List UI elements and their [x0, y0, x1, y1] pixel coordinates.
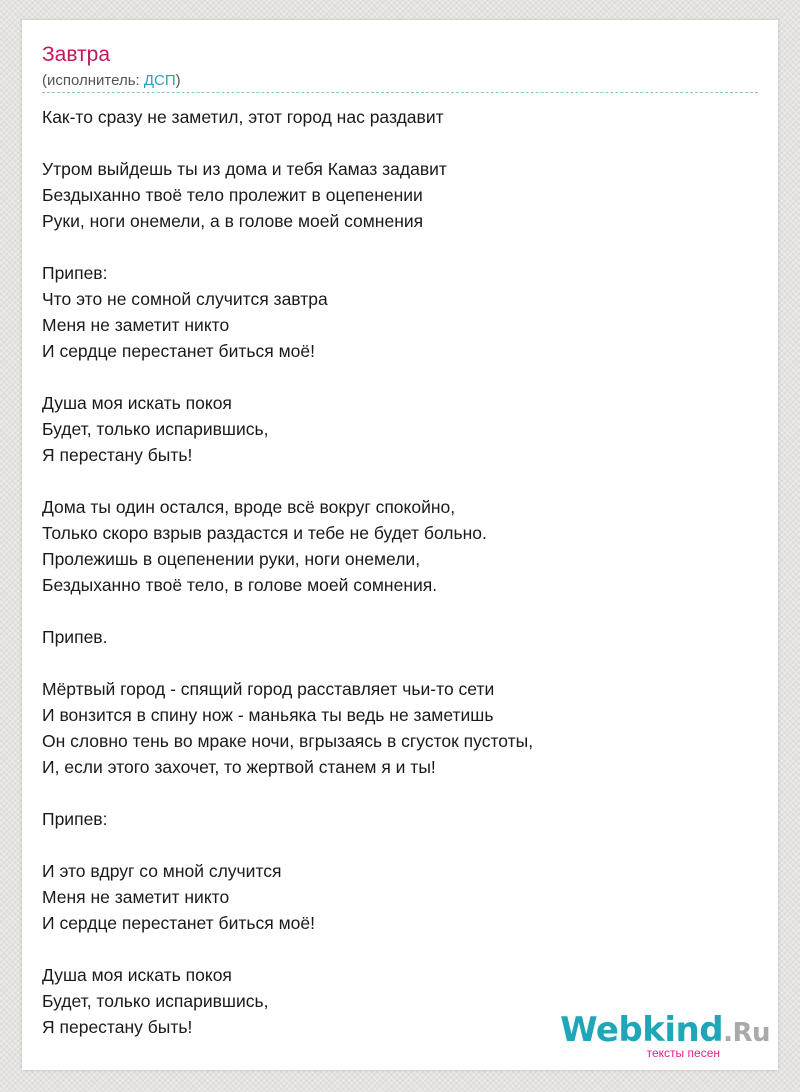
logo-brand-name: Webkind	[560, 1010, 724, 1050]
lyrics-card	[22, 20, 778, 1070]
artist-suffix: )	[175, 72, 181, 89]
lyric-blank-line	[42, 468, 762, 494]
lyric-line: Как-то сразу не заметил, этот город нас раздавит	[42, 107, 444, 127]
lyric-blank-line	[42, 130, 762, 156]
title-divider	[42, 92, 758, 93]
lyric-blank-line	[42, 234, 762, 260]
lyric-line: Припев:	[42, 809, 108, 829]
lyric-line: И, если этого захочет, то жертвой станем я и ты!	[42, 757, 436, 777]
lyric-line: Меня не заметит никто	[42, 315, 230, 335]
lyric-blank-line	[42, 936, 762, 962]
lyric-line: И сердце перестанет биться моё!	[42, 341, 315, 361]
lyric-line: Меня не заметит никто	[42, 887, 230, 907]
lyric-line: Бездыханно твоё тело пролежит в оцепенении	[42, 185, 423, 205]
lyric-line: Утром выйдешь ты из дома и тебя Камаз задавит	[42, 159, 447, 179]
lyric-line: И это вдруг со мной случится	[42, 861, 282, 881]
artist-prefix: (исполнитель:	[42, 72, 144, 89]
logo-tagline: тексты песен	[646, 1046, 720, 1060]
lyric-line: Бездыханно твоё тело, в голове моей сомнения.	[42, 575, 438, 595]
lyric-line: Душа моя искать покоя	[42, 965, 232, 985]
lyric-blank-line	[42, 780, 762, 806]
lyric-blank-line	[42, 598, 762, 624]
lyric-line: Я перестану быть!	[42, 1017, 193, 1037]
logo-tld: .Ru	[723, 1018, 770, 1048]
lyric-line: Дома ты один остался, вроде всё вокруг спокойно,	[42, 497, 456, 517]
lyric-line: Мёртвый город - спящий город расставляет чьи-то сети	[42, 679, 495, 699]
artist-link[interactable]: ДСП	[143, 72, 176, 89]
lyric-line: Душа моя искать покоя	[42, 393, 232, 413]
lyric-blank-line	[42, 650, 762, 676]
lyric-line: Только скоро взрыв раздастся и тебе не будет больно.	[42, 523, 487, 543]
lyric-blank-line	[42, 832, 762, 858]
lyric-line: Пролежишь в оцепенении руки, ноги онемели,	[42, 549, 421, 569]
lyric-line: Будет, только испарившись,	[42, 991, 269, 1011]
lyric-line: Руки, ноги онемели, а в голове моей сомнения	[42, 211, 424, 231]
lyric-line: Что это не сомной случится завтра	[42, 289, 328, 309]
lyrics-text	[42, 104, 762, 1040]
lyric-blank-line	[42, 364, 762, 390]
lyric-line: Припев.	[42, 627, 108, 647]
lyric-line: Я перестану быть!	[42, 445, 193, 465]
lyric-line: Он словно тень во мраке ночи, вгрызаясь в сгусток пустоты,	[42, 731, 534, 751]
lyric-line: Припев:	[42, 263, 108, 283]
song-title: Завтра	[42, 43, 111, 66]
webkind-logo	[550, 1008, 770, 1068]
lyric-line: И сердце перестанет биться моё!	[42, 913, 315, 933]
artist-line	[42, 72, 181, 90]
lyric-line: Будет, только испарившись,	[42, 419, 269, 439]
lyric-line: И вонзится в спину нож - маньяка ты ведь не заметишь	[42, 705, 494, 725]
